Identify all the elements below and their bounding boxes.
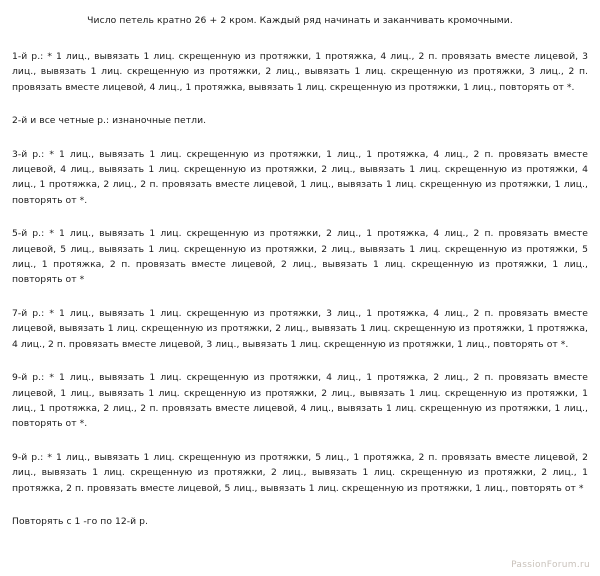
paragraph-repeat-note: Повторять с 1 -го по 12-й р.	[12, 515, 148, 527]
paragraph-row-3: 3-й р.: * 1 лиц., вывязать 1 лиц. скрещенную из протяжки, 1 лиц., 1 протяжка, 4 лиц., 2 п. провязать вместе лицевой, 4 лиц., вывязать 1 лиц. скрещенную из протяжки, 2 лиц., вывязать 1 лиц. скрещенную из протяжки, 4 лиц., 1 протяжка, 2 лиц., 2 п. провязать вместе лицевой, 1 лиц., вывязать 1 лиц. скрещенную из протяжки, 1 лиц., повторять от *.	[12, 148, 588, 206]
paragraph-row-7: 7-й р.: * 1 лиц., вывязать 1 лиц. скрещенную из протяжки, 3 лиц., 1 протяжка, 4 лиц., 2 п. провязать вместе лицевой, вывязать 1 лиц. скрещенную из протяжки, 2 лиц., вывязать 1 лиц. скрещенную из протяжки, 1 протяжка, 4 лиц., 2 п. провязать вместе лицевой, 3 лиц., вывязать 1 лиц. скрещенную из протяжки, 1 лиц., повторять от *.	[12, 307, 588, 350]
watermark-passionforum: PassionForum.ru	[511, 560, 590, 570]
paragraph-row-5: 5-й р.: * 1 лиц., вывязать 1 лиц. скрещенную из протяжки, 2 лиц., 1 протяжка, 4 лиц., 2 п. провязать вместе лицевой, 5 лиц., вывязать 1 лиц. скрещенную из протяжки, 2 лиц., вывязать 1 лиц. скрещенную из протяжки, 5 лиц., 1 протяжка, 2 п. провязать вместе лицевой, 2 лиц., вывязать 1 лиц. скрещенную из протяжки, 1 лиц., повторять от *	[12, 228, 588, 286]
paragraph-row-9a: 9-й р.: * 1 лиц., вывязать 1 лиц. скрещенную из протяжки, 4 лиц., 1 протяжка, 2 лиц., 2 п. провязать вместе лицевой, 1 лиц., вывязать 1 лиц. скрещенную из протяжки, 2 лиц., вывязать 1 лиц. скрещенную из протяжки, 1 лиц., 1 протяжка, 2 лиц., 2 п. провязать вместе лицевой, 4 лиц., вывязать 1 лиц. скрещенную из протяжки, 1 лиц., повторять от *.	[12, 372, 588, 430]
paragraph-row-1: 1-й р.: * 1 лиц., вывязать 1 лиц. скрещенную из протяжки, 1 протяжка, 4 лиц., 2 п. провязать вместе лицевой, 3 лиц., вывязать 1 лиц. скрещенную из протяжки, 2 лиц., вывязать 1 лиц. скрещенную из протяжки, 3 лиц., 2 п. провязать вместе лицевой, 4 лиц., 1 протяжка, вывязать 1 лиц. скрещенную из протяжки, 1 лиц., повторять от *.	[12, 51, 588, 93]
page-title: Число петель кратно 26 + 2 кром. Каждый ряд начинать и заканчивать кромочными.	[87, 15, 513, 26]
paragraph-row-2: 2-й и все четные р.: изнаночные петли.	[12, 115, 207, 127]
paragraph-row-9b: 9-й р.: * 1 лиц., вывязать 1 лиц. скрещенную из протяжки, 5 лиц., 1 протяжка, 2 п. провязать вместе лицевой, 2 лиц., вывязать 1 лиц. скрещенную из протяжки, 2 лиц., вывязать 1 лиц. скрещенную из протяжки, 2 лиц., 1 протяжка, 2 п. провязать вместе лицевой, 5 лиц., вывязать 1 лиц. скрещенную из протяжки, 1 лиц., повторять от *	[12, 451, 588, 494]
